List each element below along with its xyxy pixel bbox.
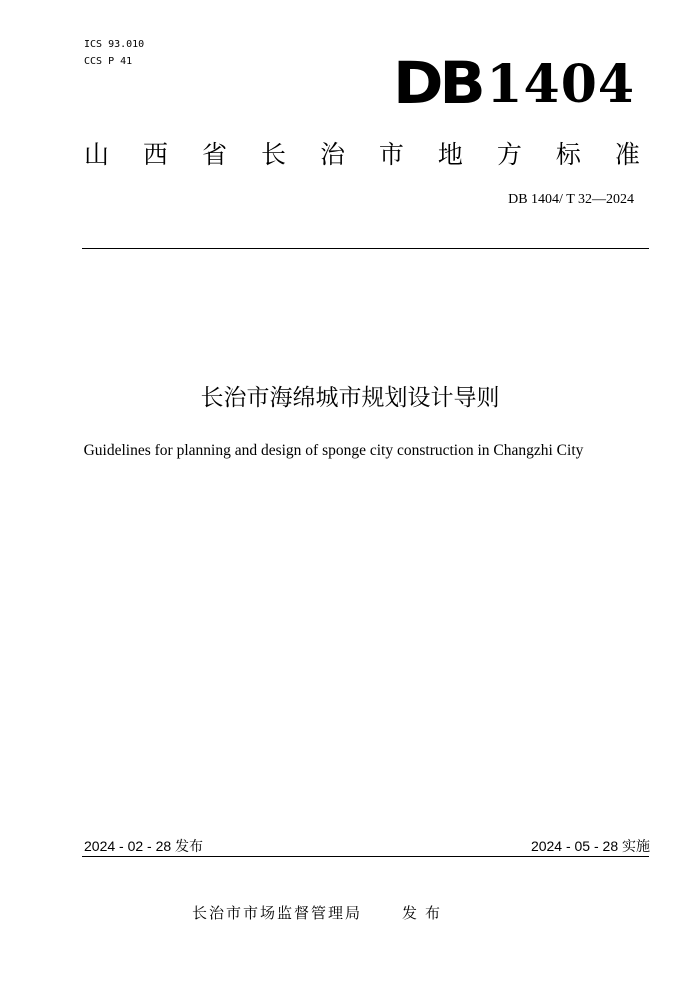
- ics-code: ICS 93.010: [84, 39, 145, 50]
- heading-char: 市: [378, 140, 404, 169]
- heading-char: 准: [614, 140, 640, 169]
- heading-char: 长: [260, 140, 286, 169]
- footer-divider: [82, 856, 649, 857]
- issuer-action: 发布: [402, 904, 449, 922]
- classification-codes: [84, 36, 144, 70]
- standard-number: DB 1404/ T 32—2024: [508, 192, 634, 207]
- heading-char: 西: [142, 140, 168, 169]
- db-logo-number: 1404: [486, 54, 636, 115]
- document-title-cn: 长治市海绵城市规划设计导则: [200, 385, 500, 411]
- db-logo-mark: DB: [393, 49, 482, 117]
- heading-char: 地: [437, 140, 463, 169]
- document-title-en: Guidelines for planning and design of sponge city construction in Changzhi City: [83, 442, 584, 459]
- header-divider: [82, 248, 649, 249]
- ccs-code: CCS P 41: [84, 56, 133, 67]
- heading-char: 山: [84, 140, 110, 169]
- heading-char: 省: [201, 140, 227, 169]
- heading-char: 标: [555, 140, 581, 169]
- db-logo: [393, 49, 636, 117]
- issuer-name: 长治市市场监督管理局: [192, 904, 363, 922]
- issuer-line: [192, 903, 448, 923]
- local-standard-heading: [84, 140, 640, 170]
- release-date: 2024 - 02 - 28 发布: [84, 838, 204, 854]
- heading-char: 治: [319, 140, 345, 169]
- heading-char: 方: [496, 140, 522, 169]
- effective-date: 2024 - 05 - 28 实施: [530, 838, 650, 854]
